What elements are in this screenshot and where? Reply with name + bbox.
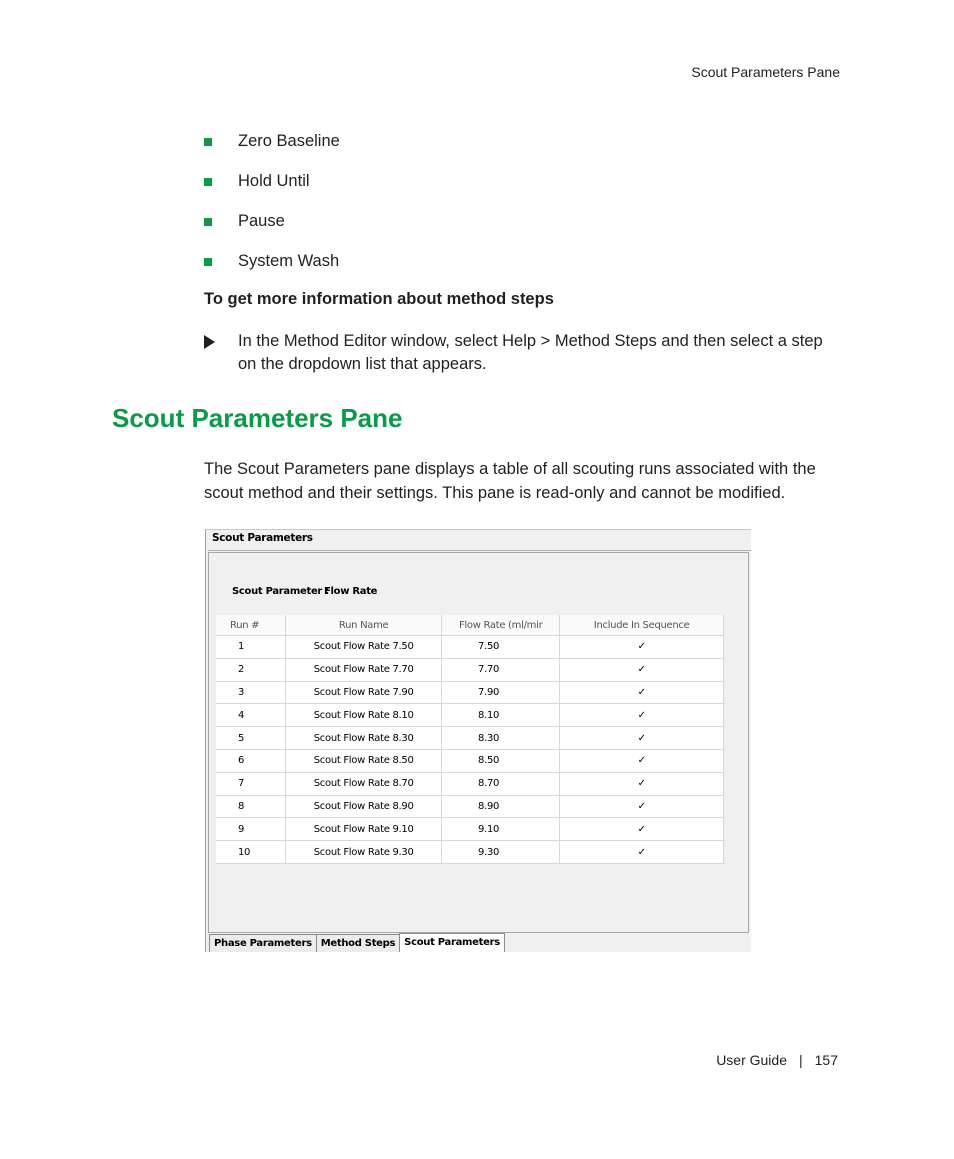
scout-runs-table [216,615,724,864]
page-number: 157 [814,1052,838,1068]
flow-rate-cell: 8.90 [442,795,560,818]
table-row[interactable] [216,818,724,841]
include-check-icon: ✓ [560,727,724,750]
run-name-cell: Scout Flow Rate 7.50 [286,636,442,659]
include-check-icon: ✓ [560,749,724,772]
square-bullet-icon [204,258,212,266]
include-check-icon: ✓ [560,818,724,841]
list-item-text: Pause [238,212,285,230]
run-number-cell: 9 [216,818,286,841]
include-check-icon: ✓ [560,636,724,659]
run-name-cell: Scout Flow Rate 9.30 [286,841,442,864]
divider [208,550,751,551]
scout-parameter-value: Flow Rate [324,586,378,597]
table-row[interactable] [216,681,724,704]
flow-rate-cell: 8.30 [442,727,560,750]
run-number-cell: 8 [216,795,286,818]
flow-rate-cell: 7.70 [442,658,560,681]
run-number-cell: 2 [216,658,286,681]
run-number-cell: 10 [216,841,286,864]
run-name-cell: Scout Flow Rate 8.90 [286,795,442,818]
include-check-icon: ✓ [560,704,724,727]
run-name-cell: Scout Flow Rate 9.10 [286,818,442,841]
list-item-text: Zero Baseline [238,132,340,150]
table-row[interactable] [216,772,724,795]
include-check-icon: ✓ [560,841,724,864]
table-row[interactable] [216,795,724,818]
table-row[interactable] [216,704,724,727]
page-footer [716,1052,838,1068]
list-item [204,170,844,210]
run-number-cell: 6 [216,749,286,772]
list-item-text: Hold Until [238,172,310,190]
table-row[interactable] [216,636,724,659]
footer-guide-label: User Guide [716,1052,787,1068]
run-number-cell: 3 [216,681,286,704]
list-item [204,130,844,170]
square-bullet-icon [204,218,212,226]
include-check-icon: ✓ [560,795,724,818]
section-intro: The Scout Parameters pane displays a table of all scouting runs associated with the scout method and their settings. This pane is read-only and cannot be modified. [204,460,816,502]
include-check-icon: ✓ [560,772,724,795]
procedure-step [204,330,824,376]
scout-parameter-label: Scout Parameter : [232,586,329,597]
section-title: Scout Parameters Pane [112,403,403,433]
table-header-row [216,615,724,636]
procedure-heading: To get more information about method steps [204,290,554,308]
running-header: Scout Parameters Pane [691,64,840,80]
table-row[interactable] [216,749,724,772]
run-name-cell: Scout Flow Rate 8.30 [286,727,442,750]
footer-separator: | [799,1052,803,1068]
table-row[interactable] [216,658,724,681]
flow-rate-cell: 8.50 [442,749,560,772]
procedure-step-text: In the Method Editor window, select Help > Method Steps and then select a step on the dropdown list that appears. [238,332,823,373]
pane-body [208,552,749,933]
list-item [204,210,844,250]
run-name-cell: Scout Flow Rate 8.70 [286,772,442,795]
run-number-cell: 4 [216,704,286,727]
table-row[interactable] [216,841,724,864]
include-check-icon: ✓ [560,658,724,681]
include-check-icon: ✓ [560,681,724,704]
column-header-include[interactable]: Include In Sequence [560,615,724,636]
square-bullet-icon [204,138,212,146]
run-name-cell: Scout Flow Rate 8.50 [286,749,442,772]
run-name-cell: Scout Flow Rate 7.90 [286,681,442,704]
run-name-cell: Scout Flow Rate 7.70 [286,658,442,681]
flow-rate-cell: 9.10 [442,818,560,841]
tab-method-steps[interactable]: Method Steps [316,934,400,952]
flow-rate-cell: 7.50 [442,636,560,659]
flow-rate-cell: 9.30 [442,841,560,864]
pane-title: Scout Parameters [212,532,313,544]
run-name-cell: Scout Flow Rate 8.10 [286,704,442,727]
column-header-flow-rate[interactable]: Flow Rate (ml/mir [442,615,560,636]
table-row[interactable] [216,727,724,750]
run-number-cell: 1 [216,636,286,659]
step-type-list [204,130,844,290]
triangle-bullet-icon [204,335,215,349]
tab-phase-parameters[interactable]: Phase Parameters [209,934,317,952]
flow-rate-cell: 8.70 [442,772,560,795]
list-item [204,250,844,290]
column-header-run[interactable]: Run # [216,615,286,636]
scout-parameters-screenshot [205,529,751,952]
square-bullet-icon [204,178,212,186]
run-number-cell: 5 [216,727,286,750]
tab-scout-parameters[interactable]: Scout Parameters [399,933,505,952]
run-number-cell: 7 [216,772,286,795]
column-header-run-name[interactable]: Run Name [286,615,442,636]
flow-rate-cell: 7.90 [442,681,560,704]
pane-tab-strip [209,934,504,952]
list-item-text: System Wash [238,252,340,270]
flow-rate-cell: 8.10 [442,704,560,727]
